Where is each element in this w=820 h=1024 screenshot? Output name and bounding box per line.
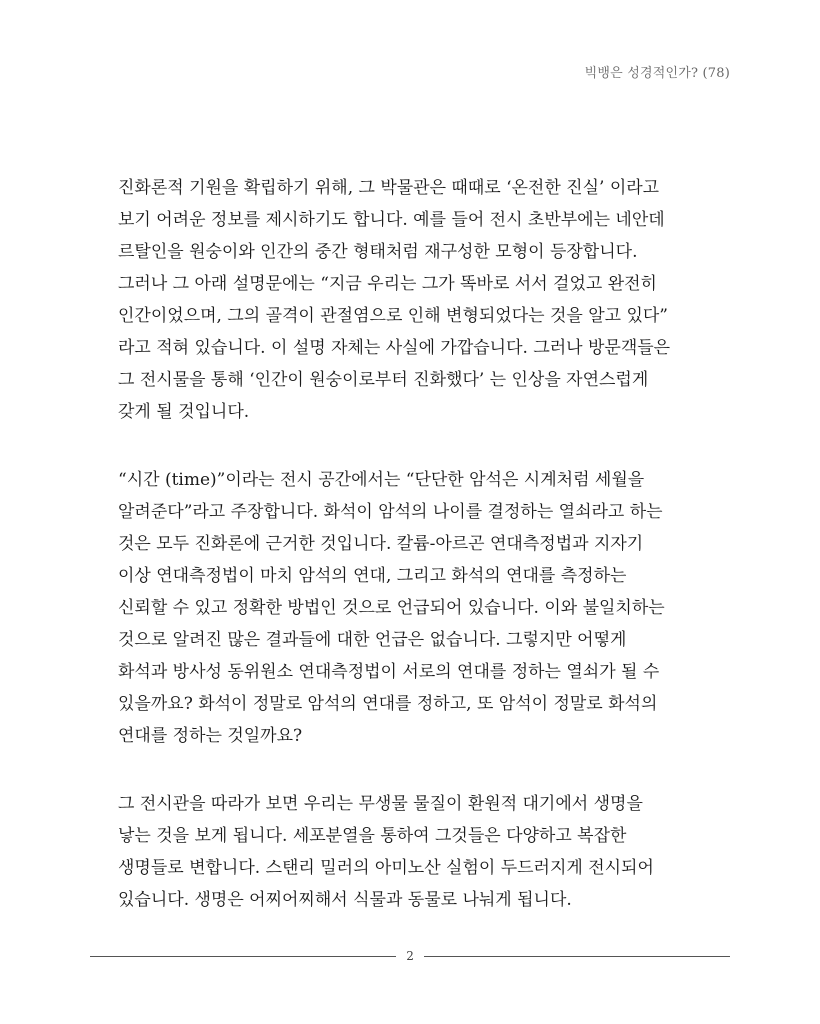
- text-line: 갖게 될 것입니다.: [118, 402, 250, 422]
- text-line: 인간이었으며, 그의 골격이 관절염으로 인해 변형되었다는 것을 알고 있다”: [118, 306, 668, 326]
- running-header: 빅뱅은 성경적인가? (78): [584, 66, 730, 81]
- paragraph-3: [118, 788, 718, 916]
- text-line: “시간 (time)”이라는 전시 공간에서는 “단단한 암석은 시계처럼 세월을: [118, 470, 645, 490]
- text-line: 낳는 것을 보게 됩니다. 세포분열을 통하여 그것들은 다양하고 복잡한: [118, 826, 627, 846]
- text-line: 화석과 방사성 동위원소 연대측정법이 서로의 연대를 정하는 열쇠가 될 수: [118, 662, 660, 682]
- text-line: 그 전시관을 따라가 보면 우리는 무생물 물질이 환원적 대기에서 생명을: [118, 794, 643, 814]
- text-line: 생명들로 변합니다. 스탠리 밀러의 아미노산 실험이 두드러지게 전시되어: [118, 858, 654, 878]
- text-line: 이상 연대측정법이 마치 암석의 연대, 그리고 화석의 연대를 측정하는: [118, 566, 627, 586]
- text-line: 있을까요? 화석이 정말로 암석의 연대를 정하고, 또 암석이 정말로 화석의: [118, 694, 658, 714]
- body-text: [118, 172, 718, 952]
- page-footer: [90, 946, 730, 966]
- footer-rule-right: [424, 956, 730, 957]
- text-line: 그러나 그 아래 설명문에는 “지금 우리는 그가 똑바로 서서 걸었고 완전히: [118, 274, 657, 294]
- paragraph-1: [118, 172, 718, 428]
- footer-rule-left: [90, 956, 396, 957]
- text-line: 것으로 알려진 많은 결과들에 대한 언급은 없습니다. 그렇지만 어떻게: [118, 630, 627, 650]
- text-line: 있습니다. 생명은 어찌어찌해서 식물과 동물로 나눠게 됩니다.: [118, 890, 572, 910]
- text-line: 알려준다”라고 주장합니다. 화석이 암석의 나이를 결정하는 열쇠라고 하는: [118, 502, 663, 522]
- text-line: 신뢰할 수 있고 정확한 방법인 것으로 언급되어 있습니다. 이와 불일치하는: [118, 598, 665, 618]
- text-line: 보기 어려운 정보를 제시하기도 합니다. 예를 들어 전시 초반부에는 네안데: [118, 210, 665, 230]
- text-line: 연대를 정하는 것일까요?: [118, 726, 303, 746]
- page-number: 2: [406, 949, 414, 963]
- text-line: 르탈인을 원숭이와 인간의 중간 형태처럼 재구성한 모형이 등장합니다.: [118, 242, 638, 262]
- text-line: 것은 모두 진화론에 근거한 것입니다. 칼륨-아르곤 연대측정법과 지자기: [118, 534, 644, 554]
- paragraph-2: [118, 464, 718, 752]
- text-line: 진화론적 기원을 확립하기 위해, 그 박물관은 때때로 ‘온전한 진실’ 이라고: [118, 178, 660, 198]
- text-line: 그 전시물을 통해 ‘인간이 원숭이로부터 진화했다’ 는 인상을 자연스럽게: [118, 370, 649, 390]
- text-line: 라고 적혀 있습니다. 이 설명 자체는 사실에 가깝습니다. 그러나 방문객들은: [118, 338, 671, 358]
